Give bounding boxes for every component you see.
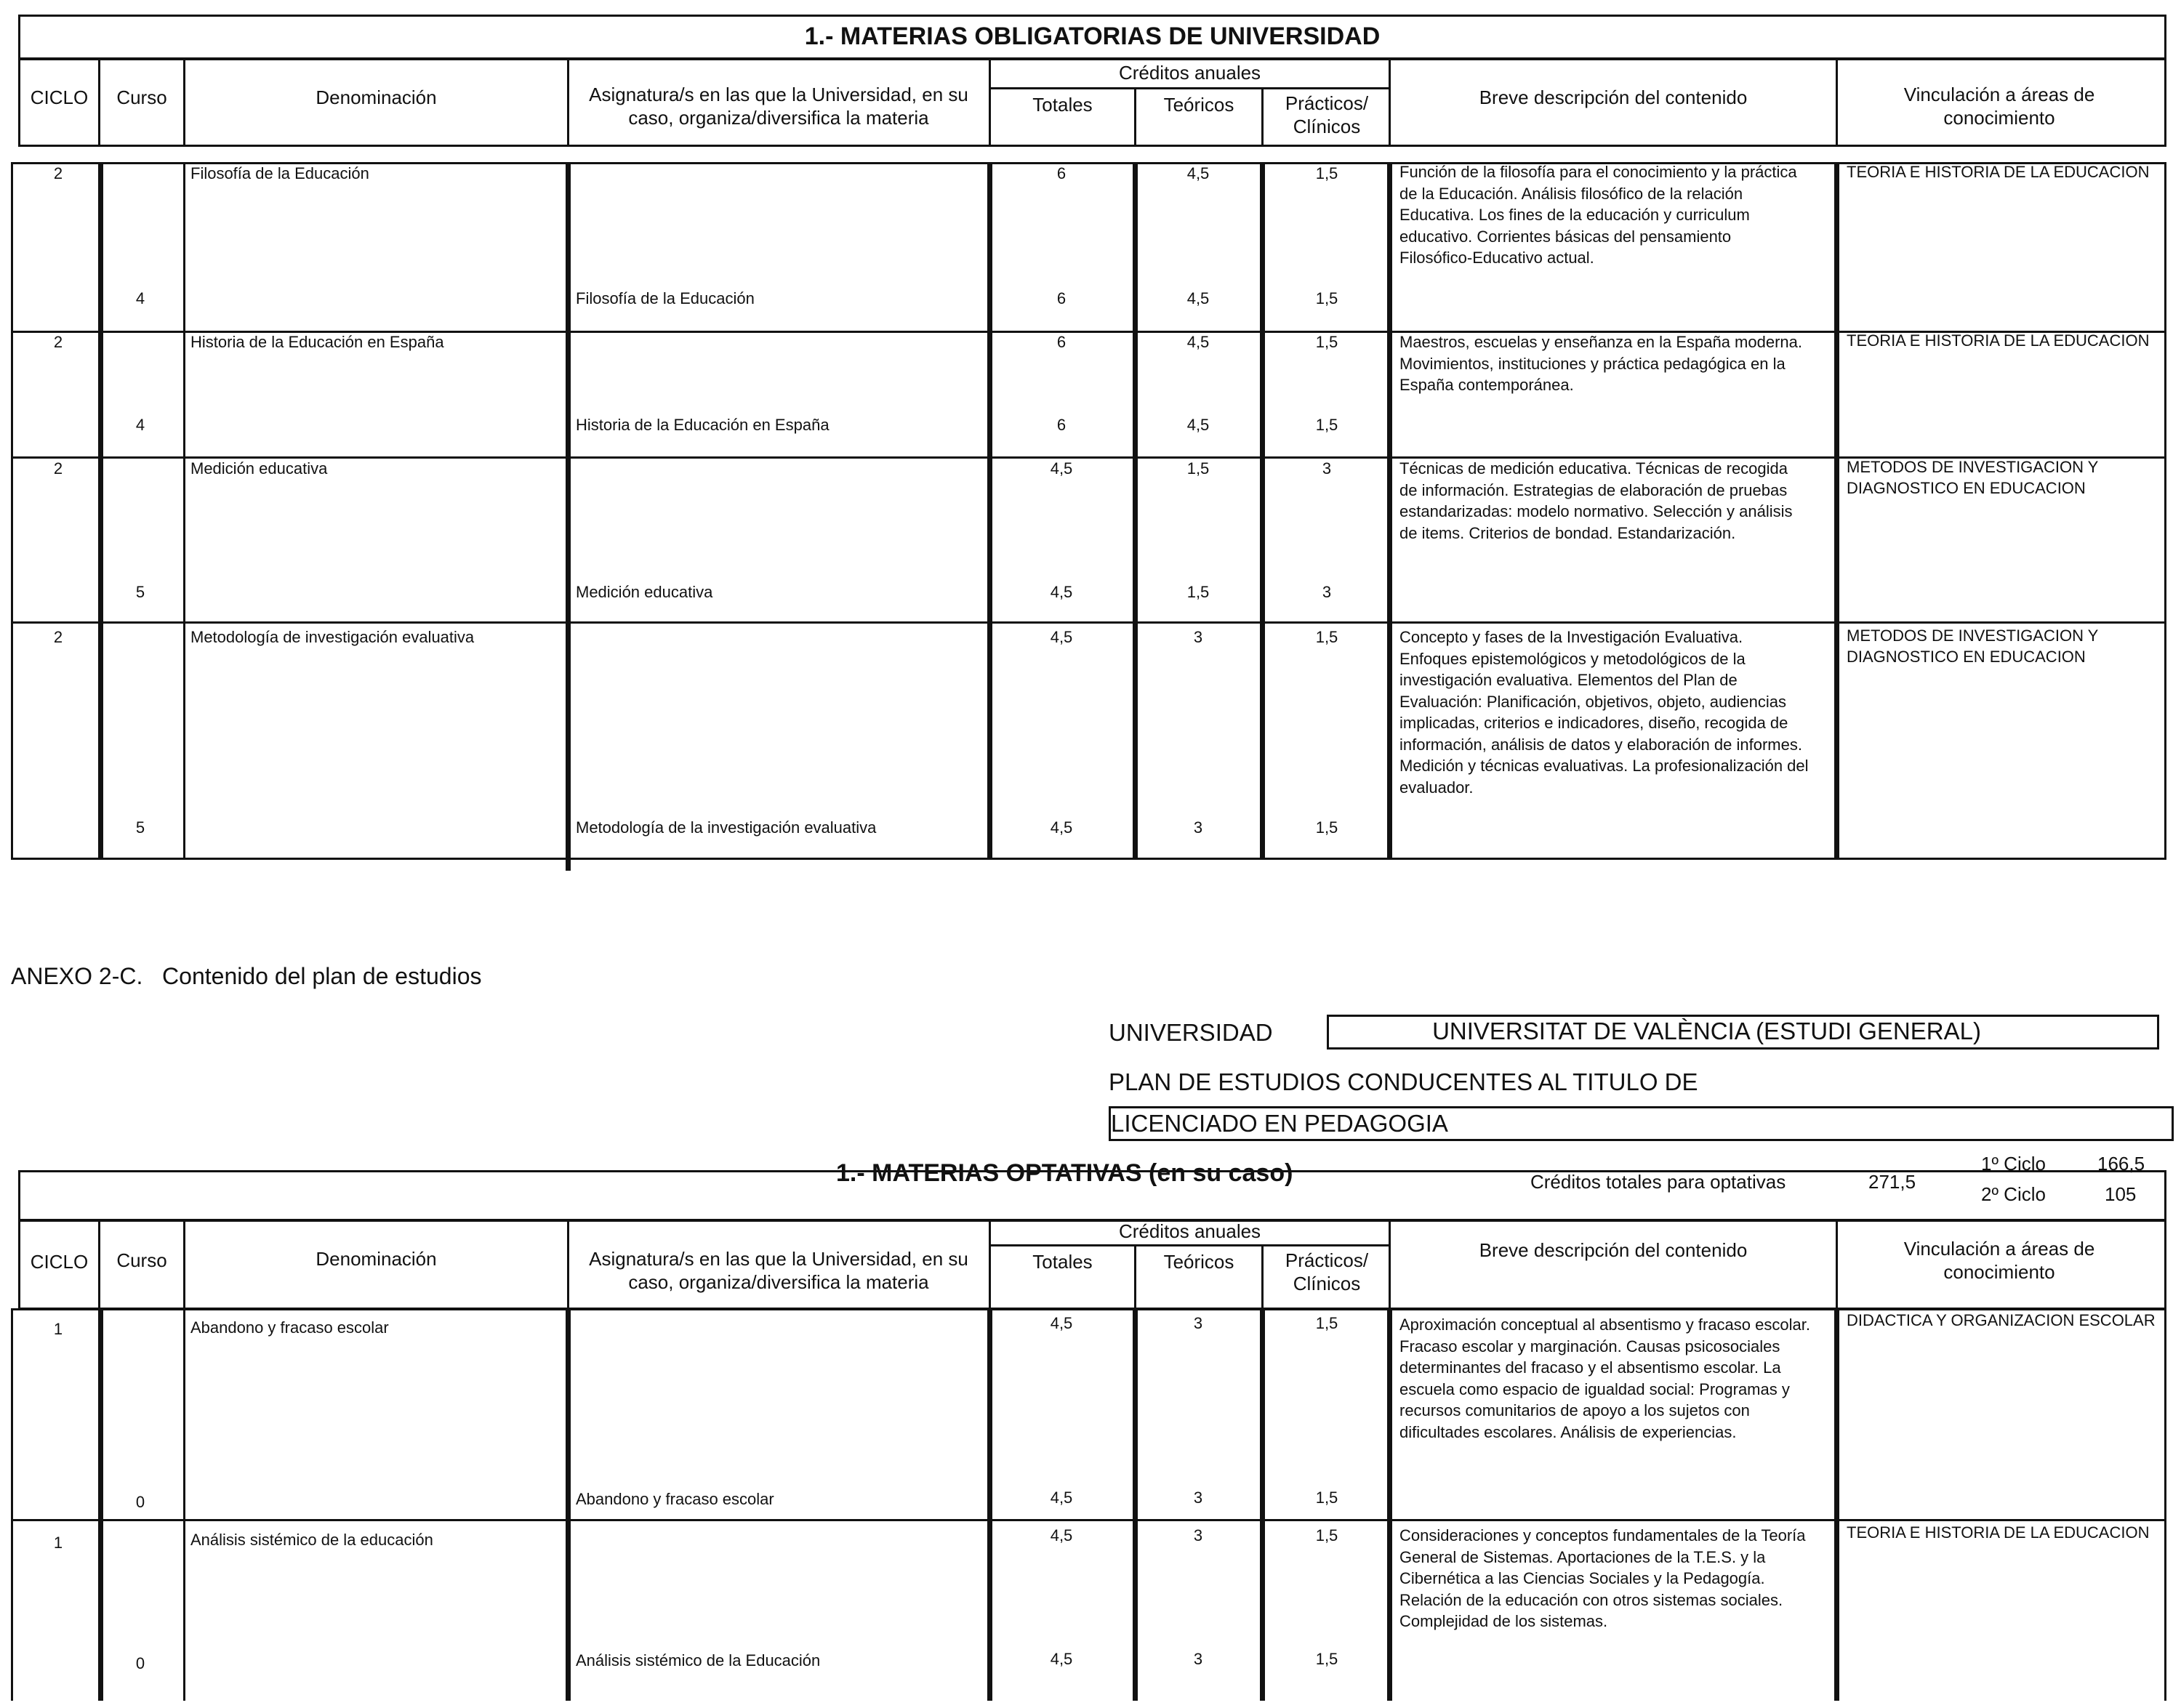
header-creditos: Créditos anuales <box>1118 1220 1261 1242</box>
row-ciclo: 2 <box>53 164 63 182</box>
row-denominacion: Filosofía de la Educación <box>190 164 369 182</box>
row-ciclo: 2 <box>53 333 63 351</box>
row-asignatura: Abandono y fracaso escolar <box>576 1490 774 1508</box>
section2-title: 1.- MATERIAS OPTATIVAS (en su caso) <box>836 1159 1293 1187</box>
anexo-label: ANEXO 2-C. <box>11 963 143 989</box>
header-teoricos: Teóricos <box>1163 94 1234 116</box>
row-curso: 0 <box>135 1493 145 1511</box>
row-denominacion: Análisis sistémico de la educación <box>190 1531 433 1549</box>
row-totales-asignatura: 4,5 <box>1050 583 1073 601</box>
row-curso: 5 <box>135 583 145 601</box>
row-vinculacion: METODOS DE INVESTIGACION Y DIAGNOSTICO EN EDUCACION <box>1847 627 2098 666</box>
row-practicos: 3 <box>1322 459 1332 478</box>
header-curso: Curso <box>116 1249 167 1271</box>
row-teoricos-asignatura: 4,5 <box>1186 416 1210 434</box>
row-denominacion: Abandono y fracaso escolar <box>190 1318 389 1337</box>
row-practicos-asignatura: 1,5 <box>1315 1489 1338 1507</box>
row-totales: 6 <box>1056 164 1067 182</box>
header-descripcion: Breve descripción del contenido <box>1479 86 1748 108</box>
row-practicos: 1,5 <box>1315 333 1338 351</box>
header-descripcion: Breve descripción del contenido <box>1479 1239 1748 1261</box>
row-descripcion: Técnicas de medición educativa. Técnicas de recogida de información. Estrategias de elaboración de pruebas estandarizadas: modelo normativo. Selección y análisis de items. Criterios de bondad. Estandarización. <box>1399 459 1793 542</box>
row-totales-asignatura: 6 <box>1056 416 1067 434</box>
row-totales-asignatura: 4,5 <box>1050 818 1073 837</box>
row-teoricos-asignatura: 3 <box>1193 818 1203 837</box>
header-denominacion: Denominación <box>316 1248 437 1270</box>
header-asignatura: Asignatura/s en las que la Universidad, en su caso, organiza/diversifica la materia <box>589 1248 968 1293</box>
anexo-text: Contenido del plan de estudios <box>162 963 482 989</box>
row-teoricos: 3 <box>1193 1526 1203 1544</box>
row-practicos-asignatura: 3 <box>1322 583 1332 601</box>
row-vinculacion: TEORIA E HISTORIA DE LA EDUCACION <box>1847 1523 2150 1542</box>
row-descripcion: Consideraciones y conceptos fundamentales de la Teoría General de Sistemas. Aportaciones de la T.E.S. y la Cibernética a las Ciencias Sociales y la Pedagogía. Relación de la educación con otros sistemas sociales. Complejidad de los sistemas. <box>1399 1526 1806 1630</box>
header-ciclo: CICLO <box>30 1251 89 1273</box>
row-teoricos-asignatura: 1,5 <box>1186 583 1210 601</box>
ciclo2-label: 2º Ciclo <box>1981 1183 2046 1205</box>
row-ciclo: 1 <box>53 1534 63 1552</box>
row-totales-asignatura: 6 <box>1056 289 1067 307</box>
row-teoricos: 3 <box>1193 628 1203 646</box>
section1-title: 1.- MATERIAS OBLIGATORIAS DE UNIVERSIDAD <box>804 23 1381 50</box>
titulo-value: LICENCIADO EN PEDAGOGIA <box>1111 1110 1448 1137</box>
row-teoricos: 4,5 <box>1186 164 1210 182</box>
row-totales: 4,5 <box>1050 1314 1073 1332</box>
row-denominacion: Metodología de investigación evaluativa <box>190 628 475 646</box>
header-creditos: Créditos anuales <box>1118 62 1261 84</box>
creditos-optativas-total: 271,5 <box>1868 1171 1916 1193</box>
ciclo1-label: 1º Ciclo <box>1981 1153 2046 1175</box>
row-asignatura: Historia de la Educación en España <box>576 416 830 434</box>
header-curso: Curso <box>116 86 167 108</box>
row-teoricos: 4,5 <box>1186 333 1210 351</box>
row-totales: 4,5 <box>1050 628 1073 646</box>
row-totales: 4,5 <box>1050 459 1073 478</box>
universidad-label: UNIVERSIDAD <box>1109 1019 1273 1046</box>
row-practicos-asignatura: 1,5 <box>1315 818 1338 837</box>
header-vinculacion: Vinculación a áreas de conocimiento <box>1903 84 2095 129</box>
row-descripcion: Aproximación conceptual al absentismo y fracaso escolar. Fracaso escolar y marginación. Causas psicosociales determinantes del fracaso y el absentismo escolar. La escuela como espacio de igualdad social: Programas y recursos comunitarios de apoyo a los sujetos con dificultades escolares. Análisis de experiencias. <box>1399 1316 1810 1441</box>
row-totales-asignatura: 4,5 <box>1050 1489 1073 1507</box>
row-totales: 6 <box>1056 333 1067 351</box>
header-asignatura: Asignatura/s en las que la Universidad, en su caso, organiza/diversifica la materia <box>589 84 968 129</box>
header-vinculacion: Vinculación a áreas de conocimiento <box>1903 1238 2095 1283</box>
row-practicos-asignatura: 1,5 <box>1315 1650 1338 1668</box>
row-totales-asignatura: 4,5 <box>1050 1650 1073 1668</box>
header-practicos: Prácticos/ Clínicos <box>1285 92 1369 137</box>
row-vinculacion: METODOS DE INVESTIGACION Y DIAGNOSTICO EN EDUCACION <box>1847 458 2098 497</box>
row-practicos: 1,5 <box>1315 628 1338 646</box>
row-denominacion: Historia de la Educación en España <box>190 333 444 351</box>
row-teoricos: 3 <box>1193 1314 1203 1332</box>
ciclo2-value: 105 <box>2105 1183 2137 1205</box>
row-practicos-asignatura: 1,5 <box>1315 416 1338 434</box>
row-vinculacion: TEORIA E HISTORIA DE LA EDUCACION <box>1847 331 2150 350</box>
row-curso: 4 <box>135 416 145 434</box>
row-descripcion: Función de la filosofía para el conocimiento y la práctica de la Educación. Análisis filosófico de la relación Educativa. Los fines de la educación y curriculum educativo. Corrientes básicas del pensamiento Filosófico-Educativo actual. <box>1399 163 1797 267</box>
row-practicos: 1,5 <box>1315 1526 1338 1544</box>
row-descripcion: Concepto y fases de la Investigación Evaluativa. Enfoques epistemológicos y metodológicos de la investigación evaluativa. Elementos del Plan de Evaluación: Planificación, objetivos, objeto, audiencias implicadas, criterios e indicadores, diseño, recogida de información, análisis de datos y elaboración de informes. Medición y técnicas evaluativas. La profesionalización del evaluador. <box>1399 628 1809 797</box>
row-descripcion: Maestros, escuelas y enseñanza en la España moderna. Movimientos, instituciones y práctica pedagógica en la España contemporánea. <box>1399 333 1802 394</box>
row-teoricos-asignatura: 3 <box>1193 1489 1203 1507</box>
header-denominacion: Denominación <box>316 86 437 108</box>
header-totales: Totales <box>1032 1251 1093 1273</box>
row-teoricos-asignatura: 4,5 <box>1186 289 1210 307</box>
anexo-title <box>11 963 481 990</box>
header-totales: Totales <box>1032 94 1093 116</box>
row-curso: 5 <box>135 818 145 837</box>
row-asignatura: Filosofía de la Educación <box>576 289 755 307</box>
row-denominacion: Medición educativa <box>190 459 328 478</box>
creditos-optativas-label: Créditos totales para optativas <box>1530 1171 1786 1193</box>
row-practicos: 1,5 <box>1315 164 1338 182</box>
header-ciclo: CICLO <box>30 86 89 108</box>
row-asignatura: Análisis sistémico de la Educación <box>576 1651 821 1669</box>
header-teoricos: Teóricos <box>1163 1251 1234 1273</box>
row-asignatura: Metodología de la investigación evaluativa <box>576 818 877 837</box>
header-practicos: Prácticos/ Clínicos <box>1285 1249 1369 1294</box>
row-ciclo: 2 <box>53 459 63 478</box>
ciclo1-value: 166,5 <box>2097 1153 2145 1175</box>
row-curso: 0 <box>135 1654 145 1672</box>
universidad-value: UNIVERSITAT DE VALÈNCIA (ESTUDI GENERAL) <box>1432 1018 1981 1044</box>
row-practicos-asignatura: 1,5 <box>1315 289 1338 307</box>
row-teoricos: 1,5 <box>1186 459 1210 478</box>
row-curso: 4 <box>135 289 145 307</box>
row-vinculacion: TEORIA E HISTORIA DE LA EDUCACION <box>1847 163 2150 181</box>
row-totales: 4,5 <box>1050 1526 1073 1544</box>
row-asignatura: Medición educativa <box>576 583 713 601</box>
plan-label: PLAN DE ESTUDIOS CONDUCENTES AL TITULO DE <box>1109 1068 1698 1095</box>
row-practicos: 1,5 <box>1315 1314 1338 1332</box>
row-ciclo: 2 <box>53 628 63 646</box>
row-ciclo: 1 <box>53 1320 63 1338</box>
row-teoricos-asignatura: 3 <box>1193 1650 1203 1668</box>
row-vinculacion: DIDACTICA Y ORGANIZACION ESCOLAR <box>1847 1311 2156 1329</box>
